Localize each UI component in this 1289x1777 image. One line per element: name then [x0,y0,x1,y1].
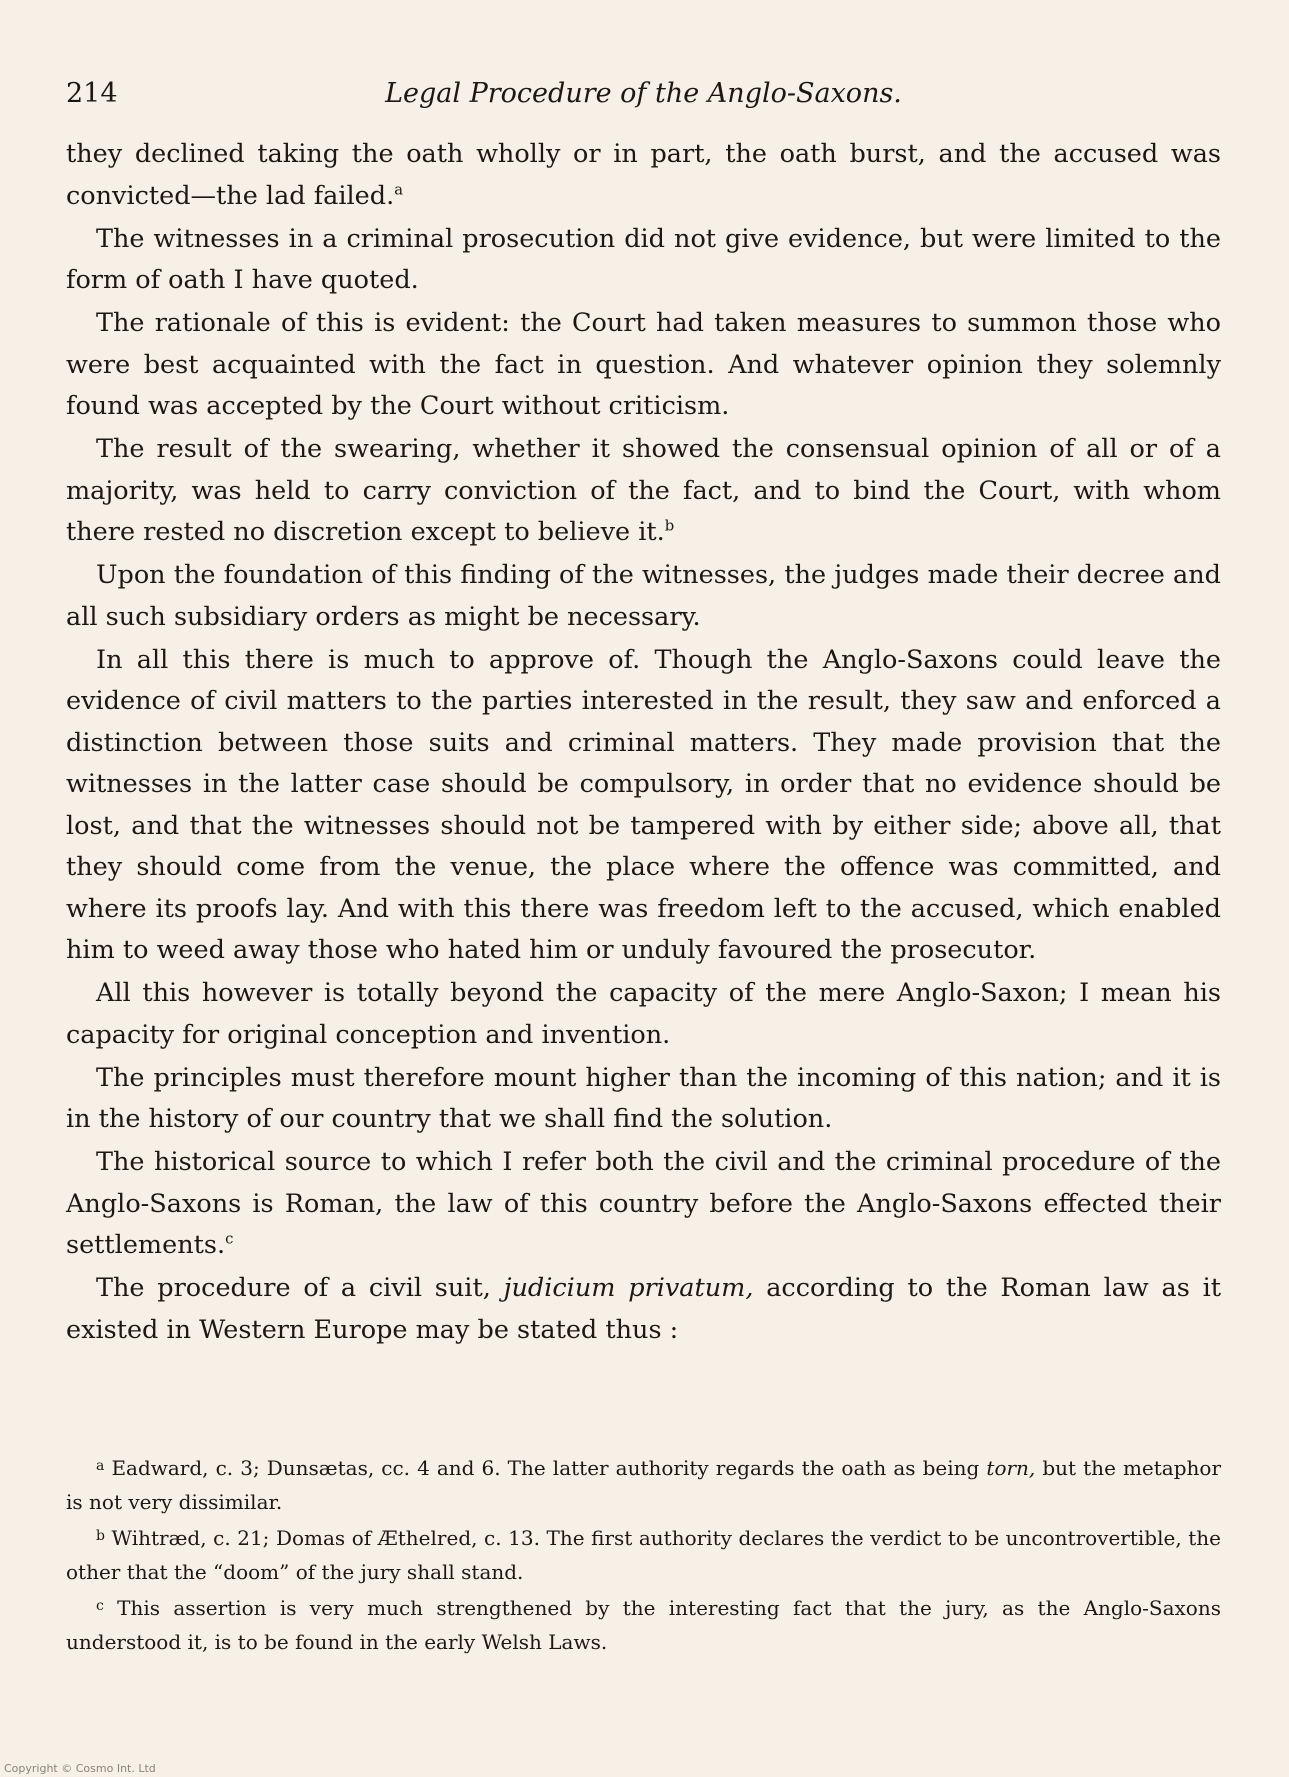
paragraph-10: The procedure of a civil suit, judicium privatum, according to the Roman law as it existed in Western Europe may be stated thus : [66,1273,1221,1345]
footnote-b: $^b$ Wihtræd, c. 21; Domas of Æthelred, c. 13. The first authority declares the verdict to be uncontrovertible, the other that the “doom” of the jury shall stand. [66,1526,1221,1584]
page-number: 214 [66,78,118,109]
paragraph-3: The rationale of this is evident: the Court had taken measures to summon those who were best acquainted with the fact in question. And whatever opinion they solemnly found was accepted by the Court without criticism. [66,308,1221,421]
paragraph-6: In all this there is much to approve of. Though the Anglo-Saxons could leave the evidence of civil matters to the parties interested in the result, they saw and enforced a distinction between those suits and criminal matters. They made provision that the witnesses in the latter case should be compulsory, in order that no evidence should be lost, and that the witnesses should not be tampered with by either side; above all, that they should come from the venue, the place where the offence was committed, and where its proofs lay. And with this there was freedom left to the accused, which enabled him to weed away those who hated him or unduly favoured the prosecutor. [66,644,1221,965]
paragraph-1: they declined taking the oath wholly or in part, the oath burst, and the accused was convicted—the lad failed.$^a$ [66,139,1221,211]
footnote-ref-a: a [394,180,404,198]
copyright-watermark: Copyright © Cosmo Int. Ltd [4,1762,156,1775]
footnote-a: $^a$ Eadward, c. 3; Dunsætas, cc. 4 and 6. The latter authority regards the oath as being torn, but the metaphor is not very dissimilar. [66,1456,1222,1514]
paragraph-7: All this however is totally beyond the capacity of the mere Anglo-Saxon; I mean his capacity for original conception and invention. [66,978,1221,1050]
paragraph-4: The result of the swearing, whether it showed the consensual opinion of all or of a majority, was held to carry conviction of the fact, and to bind the Court, with whom there rested no discretion except to believe it.$^b$ [66,434,1221,547]
footnote-ref-c: c [225,1230,234,1248]
paragraph-5: Upon the foundation of this finding of the witnesses, the judges made their decree and all such subsidiary orders as might be necessary. [66,560,1221,632]
page-header [66,78,1221,118]
paragraph-8: The principles must therefore mount higher than the incoming of this nation; and it is in the history of our country that we shall find the solution. [66,1062,1221,1134]
footnotes [66,1452,1221,1662]
body-text [66,134,1221,1353]
running-title: Legal Procedure of the Anglo-Saxons. [385,78,902,109]
footnote-ref-b: b [664,517,675,535]
paragraph-9: The historical source to which I refer both the civil and the criminal procedure of the Anglo-Saxons is Roman, the law of this country before the Anglo-Saxons effected their settlements.$^c$ [66,1147,1221,1260]
paragraph-2: The witnesses in a criminal prosecution did not give evidence, but were limited to the form of oath I have quoted. [66,223,1221,295]
footnote-c: $^c$ This assertion is very much strengthened by the interesting fact that the jury, as the Anglo-Saxons understood it, is to be found in the early Welsh Laws. [66,1596,1221,1654]
